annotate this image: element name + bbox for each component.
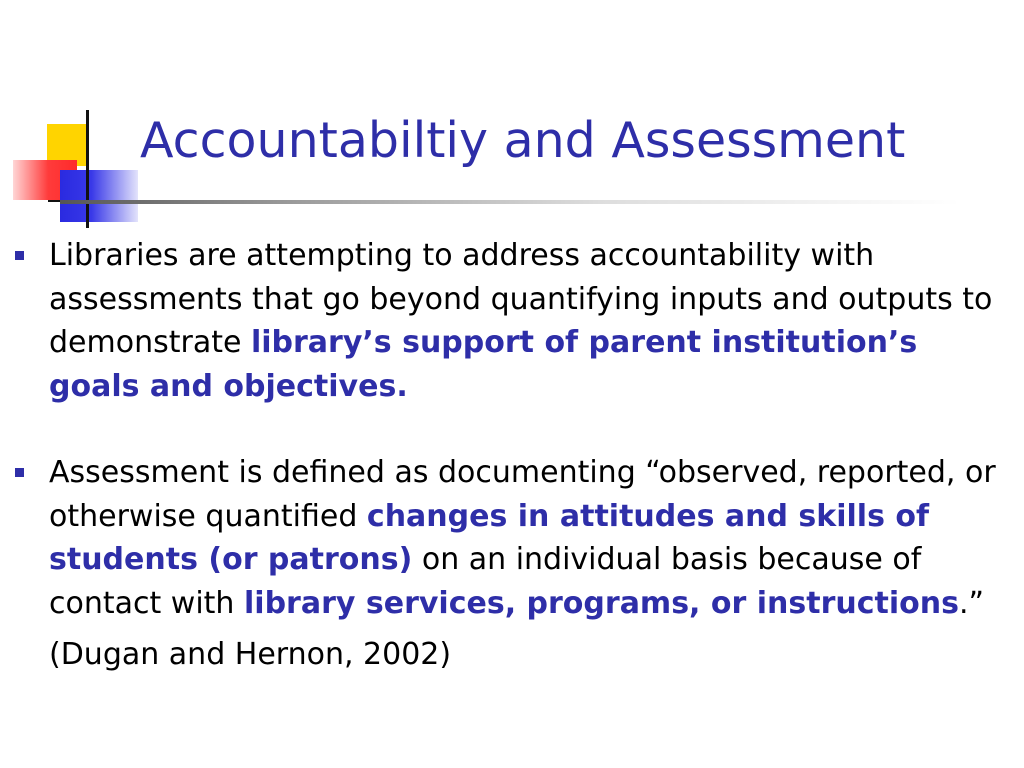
- bullet-2-text: [49, 455, 996, 621]
- bullet-square-icon: [15, 468, 24, 477]
- bullet-1-emphasis-1: library’s support of parent institution’s goals and objectives.: [49, 325, 918, 404]
- bullet-square-icon: [15, 251, 24, 260]
- bullet-2-part-3: on an individual basis because of contact with: [49, 542, 922, 621]
- bullet-2-part-1: Assessment is defined as documenting “observed, reported, or otherwise quantified: [49, 455, 996, 534]
- slide-title: Accountabiltiy and Assessment: [140, 112, 906, 169]
- title-divider: [60, 200, 960, 204]
- blue-square: [60, 170, 138, 222]
- decorative-logo: [0, 100, 150, 235]
- bullet-item-1: [12, 234, 1002, 408]
- logo-vertical-line: [86, 110, 89, 228]
- bullet-2-emphasis-2: library services, programs, or instructions: [244, 585, 959, 621]
- bullet-1-text: [49, 238, 992, 404]
- bullet-2-emphasis-1: changes in attitudes and skills of students (or patrons): [49, 498, 930, 577]
- bullet-2-part-5: .”: [958, 585, 985, 621]
- slide-body: [12, 234, 1002, 677]
- bullet-1-part-1: Libraries are attempting to address accountability with assessments that go beyond quantifying inputs and outputs to demonstrate: [49, 238, 993, 360]
- citation: (Dugan and Hernon, 2002): [49, 637, 452, 672]
- bullet-item-2: [12, 451, 1002, 625]
